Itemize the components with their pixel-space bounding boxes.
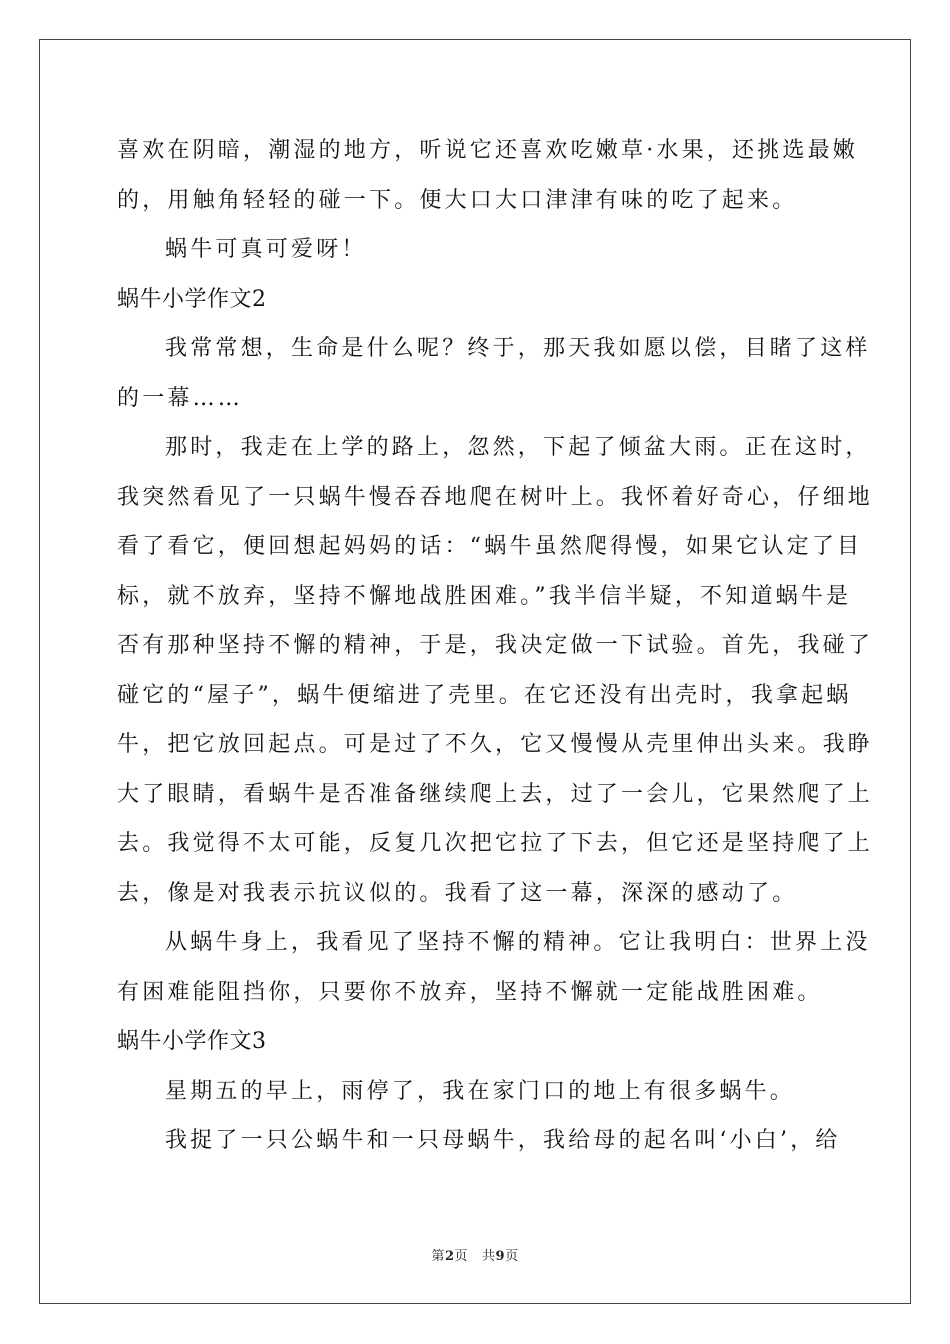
text-line: 我突然看见了一只蜗牛慢吞吞地爬在树叶上。我怀着好奇心，仔细地 <box>117 484 874 510</box>
text-line: 喜欢在阴暗，潮湿的地方，听说它还喜欢吃嫩草·水果，还挑选最嫩 <box>117 138 858 163</box>
paragraph-start: 我常常想，生命是什么呢？终于，那天我如愿以偿，目睹了这样 <box>165 336 871 361</box>
text-line: 的一幕…… <box>117 385 244 411</box>
page-prefix: 第 <box>431 1249 445 1264</box>
section-heading: 蜗牛小学作文2 <box>117 286 267 312</box>
page-footer <box>0 1245 950 1264</box>
total-pages: 9 <box>495 1249 506 1264</box>
paragraph-start: 从蜗牛身上，我看见了坚持不懈的精神。它让我明白：世界上没 <box>165 930 871 955</box>
text-line: 的，用触角轻轻的碰一下。便大口大口津津有味的吃了起来。 <box>117 187 798 213</box>
text-line: 有困难能阻挡你，只要你不放弃，坚持不懈就一定能战胜困难。 <box>117 979 823 1005</box>
text-line: 标，就不放弃，坚持不懈地战胜困难。”我半信半疑，不知道蜗牛是 <box>117 583 852 609</box>
text-line: 去，像是对我表示抗议似的。我看了这一幕，深深的感动了。 <box>117 880 798 906</box>
section-heading: 蜗牛小学作文3 <box>117 1029 267 1054</box>
text-line: 否有那种坚持不懈的精神，于是，我决定做一下试验。首先，我碰了 <box>117 633 874 658</box>
text-line: 牛，把它放回起点。可是过了不久，它又慢慢从壳里伸出头来。我睁 <box>117 732 874 757</box>
page-suffix: 页 <box>454 1249 468 1264</box>
document-body <box>117 126 874 1166</box>
paragraph-start: 蜗牛可真可爱呀！ <box>165 237 367 262</box>
paragraph-start: 我捉了一只公蜗牛和一只母蜗牛，我给母的起名叫‘小白’，给 <box>165 1128 841 1153</box>
total-prefix: 共 <box>482 1249 496 1264</box>
paragraph-start: 星期五的早上，雨停了，我在家门口的地上有很多蜗牛。 <box>165 1078 796 1104</box>
paragraph-start: 那时，我走在上学的路上，忽然，下起了倾盆大雨。正在这时， <box>165 435 871 460</box>
text-line: 大了眼睛，看蜗牛是否准备继续爬上去，过了一会儿，它果然爬了上 <box>117 781 874 807</box>
text-line: 看了看它，便回想起妈妈的话：“蜗牛虽然爬得慢，如果它认定了目 <box>117 534 863 559</box>
total-suffix: 页 <box>505 1249 519 1264</box>
text-line: 碰它的“屋子”，蜗牛便缩进了壳里。在它还没有出壳时，我拿起蜗 <box>117 682 852 708</box>
text-line: 去。我觉得不太可能，反复几次把它拉了下去，但它还是坚持爬了上 <box>117 831 874 856</box>
page-number: 2 <box>444 1249 455 1264</box>
